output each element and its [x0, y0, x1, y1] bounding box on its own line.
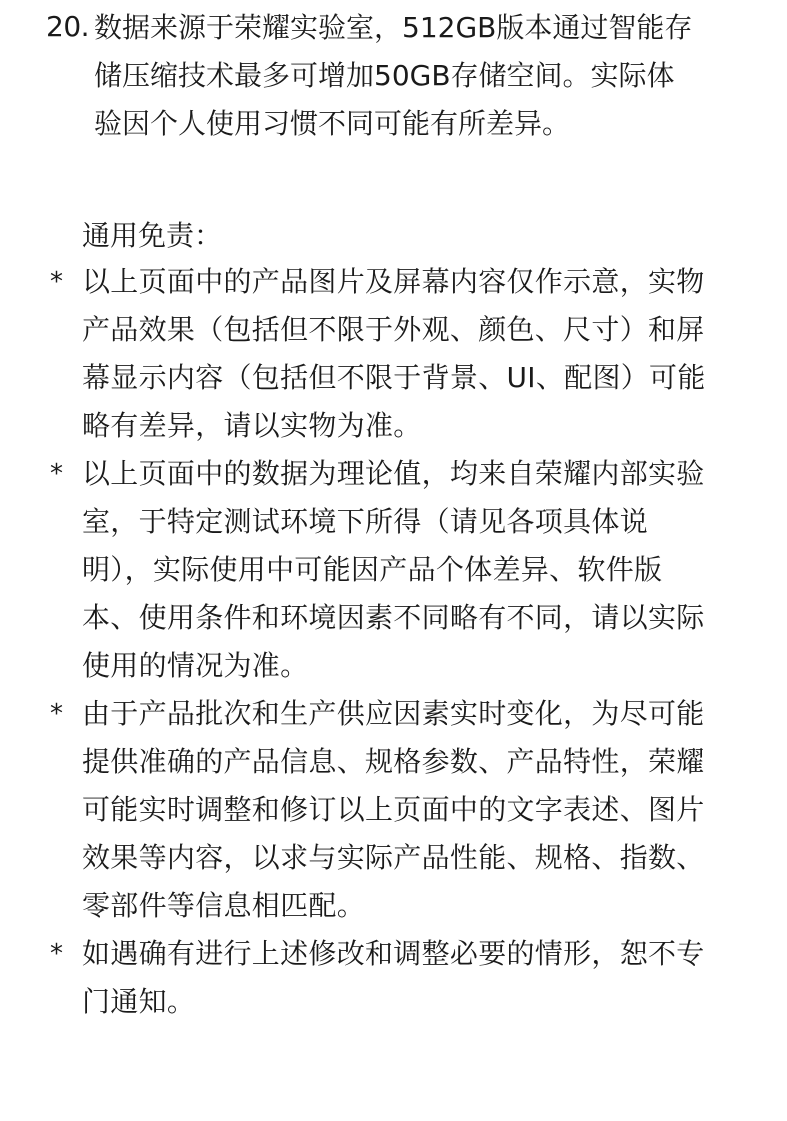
disclaimer-line: 使用的情况为准。	[82, 649, 309, 682]
disclaimer-list	[50, 258, 750, 1026]
disclaimer-item-text	[82, 930, 732, 1026]
footnote-line: 验因个人使用习惯不同可能有所差异。	[94, 107, 571, 140]
disclaimer-line: 由于产品批次和生产供应因素实时变化，为尽可能	[82, 697, 705, 730]
disclaimer-line: 提供准确的产品信息、规格参数、产品特性，荣耀	[82, 745, 705, 778]
disclaimer-line: 幕显示内容（包括但不限于背景、UI、配图）可能	[82, 361, 706, 394]
asterisk-icon: *	[50, 267, 63, 297]
disclaimer-line: 略有差异，请以实物为准。	[82, 409, 422, 442]
disclaimer-line: 如遇确有进行上述修改和调整必要的情形，恕不专	[82, 937, 705, 970]
footnote-20	[46, 4, 746, 148]
disclaimer-item	[50, 450, 750, 690]
disclaimer-item-text	[82, 690, 732, 930]
general-disclaimer-title: 通用免责：	[82, 219, 223, 252]
asterisk-icon: *	[50, 459, 63, 489]
disclaimer-item	[50, 930, 750, 1026]
asterisk-icon: *	[50, 939, 63, 969]
disclaimer-line: 可能实时调整和修订以上页面中的文字表述、图片	[82, 793, 705, 826]
disclaimer-line: 以上页面中的产品图片及屏幕内容仅作示意，实物	[82, 265, 705, 298]
disclaimer-line: 明），实际使用中可能因产品个体差异、软件版	[82, 553, 663, 586]
disclaimer-line: 以上页面中的数据为理论值，均来自荣耀内部实验	[82, 457, 705, 490]
disclaimer-line: 产品效果（包括但不限于外观、颜色、尺寸）和屏	[82, 313, 705, 346]
disclaimer-line: 零部件等信息相匹配。	[82, 889, 366, 922]
footnote-line: 储压缩技术最多可增加50GB存储空间。实际体	[94, 59, 675, 92]
disclaimer-line: 本、使用条件和环境因素不同略有不同，请以实际	[82, 601, 705, 634]
disclaimer-line: 效果等内容，以求与实际产品性能、规格、指数、	[82, 841, 705, 874]
disclaimer-item	[50, 690, 750, 930]
disclaimer-item-text	[82, 258, 732, 450]
disclaimer-line: 室，于特定测试环境下所得（请见各项具体说	[82, 505, 649, 538]
disclaimer-item-text	[82, 450, 732, 690]
footnote-number: 20.	[46, 10, 90, 43]
disclaimer-line: 门通知。	[82, 985, 196, 1018]
footnote-text	[94, 4, 726, 148]
disclaimer-item	[50, 258, 750, 450]
asterisk-icon: *	[50, 699, 63, 729]
footnote-line: 数据来源于荣耀实验室，512GB版本通过智能存	[94, 11, 693, 44]
